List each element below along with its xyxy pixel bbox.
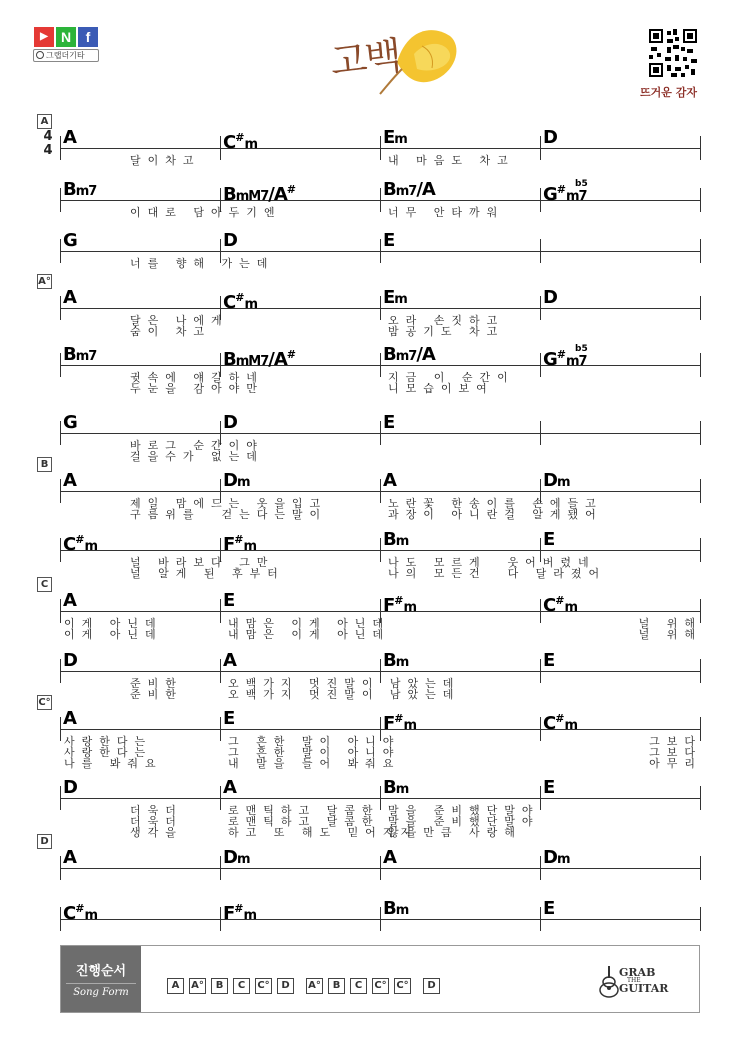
brand-line3: GUITAR (619, 982, 669, 995)
channel-logo[interactable] (33, 27, 99, 63)
chord-q: m (84, 908, 97, 923)
chord-acc: # (555, 594, 565, 607)
chord-root: E (543, 650, 555, 671)
chord-root: A (63, 847, 76, 868)
section-marker-label: C° (38, 697, 51, 708)
chord-symbol (223, 231, 237, 251)
chord-symbol (63, 778, 77, 798)
lyric-text: 더 욱 더 (130, 815, 176, 828)
chord-root: G (543, 184, 557, 205)
barline (540, 599, 541, 623)
chord-symbol (63, 899, 97, 926)
chord-root: C (543, 595, 556, 616)
chord-q: m7 (75, 184, 97, 199)
section-marker (37, 274, 52, 289)
lyric-text: 내 말 을 들 어 봐 줘 요 (228, 757, 394, 770)
chord-root: A (383, 847, 396, 868)
song-form-item: D (423, 978, 440, 994)
chord-symbol (383, 180, 435, 202)
barline (700, 421, 701, 445)
chord-q: m (236, 852, 250, 867)
chord-root: C (63, 534, 76, 555)
chord-symbol (63, 651, 77, 671)
lyric-text: 로 맨 틱 하 고 달 콤 한 (228, 804, 373, 817)
barline (220, 907, 221, 931)
barline (540, 239, 541, 263)
chord-root: G (63, 412, 77, 433)
chord-symbol (383, 471, 396, 491)
chord-symbol (223, 288, 257, 315)
section-marker-label: A° (38, 276, 51, 287)
chord-bass: A (273, 349, 287, 370)
lyric-text: 그 흔 한 말 이 아 니 야 (228, 735, 394, 748)
chord-bass-acc: # (286, 348, 296, 361)
lyric-text: 나 를 봐 줘 요 (64, 757, 156, 770)
chord-acc: # (394, 712, 404, 725)
chord-acc: # (556, 183, 566, 196)
chord-root: E (383, 287, 395, 308)
lyric-text: 널 바 라 보 다 그 만 (130, 556, 268, 569)
chord-symbol (223, 591, 234, 611)
lyric-text: 하 고 또 해 도 믿 어 지 지 (228, 826, 412, 839)
chord-symbol (383, 231, 394, 251)
chord-symbol (223, 345, 296, 372)
chord-q: m (564, 718, 577, 733)
lyric-text: 그 보 다 (649, 746, 695, 759)
chord-acc: # (75, 902, 85, 915)
chord-slash: / (416, 344, 422, 365)
chord-symbol (543, 471, 570, 493)
lyric-text: 준 비 한 (130, 677, 176, 690)
barline (700, 353, 701, 377)
chord-root: E (383, 230, 395, 251)
section-marker-label: C (40, 579, 49, 590)
barline (60, 136, 61, 160)
chord-q: m (243, 908, 257, 923)
chord-acc: # (235, 291, 245, 304)
chord-symbol (543, 345, 587, 372)
chord-root: A (63, 470, 76, 491)
chord-root: B (63, 344, 76, 365)
chord-symbol (383, 848, 396, 868)
section-marker-label: D (40, 836, 49, 847)
chord-symbol (383, 530, 408, 552)
lyric-text: 이 게 아 닌 데 (64, 628, 156, 641)
chord-acc: # (555, 712, 565, 725)
channel-search-text: 그랩더기타 (46, 51, 85, 60)
chord-q: m (395, 534, 409, 549)
chord-symbol (543, 899, 554, 919)
lyric-text: 지 금 이 순 간 이 (388, 371, 508, 384)
lyric-text: 너 를 향 해 가 는 데 (130, 257, 268, 270)
chord-acc: # (235, 131, 245, 144)
chord-q: m (403, 718, 417, 733)
chord-symbol (63, 345, 96, 367)
chord-root: D (543, 127, 557, 148)
barline (60, 856, 61, 880)
chord-q: m (556, 475, 570, 490)
chord-symbol (223, 413, 237, 433)
chord-root: C (223, 292, 236, 313)
song-form-item: A° (189, 978, 206, 994)
chord-root: E (543, 529, 555, 550)
chord-root: D (223, 230, 237, 251)
chord-q: m (395, 903, 409, 918)
facebook-icon[interactable]: f (78, 27, 98, 47)
chord-root: D (543, 287, 557, 308)
chord-root: D (543, 847, 557, 868)
chord-root: F (223, 534, 235, 555)
chord-root: A (63, 287, 76, 308)
lyric-text: 바 로 그 순 간 이 야 (130, 439, 257, 452)
chord-root: E (223, 590, 235, 611)
chord-symbol (543, 128, 557, 148)
chord-symbol (63, 591, 76, 611)
barline (700, 136, 701, 160)
chord-root: A (63, 590, 76, 611)
lyric-text: 밤 공 기 도 차 고 (388, 325, 498, 338)
song-form-label-korean: 진행순서 (75, 964, 127, 979)
chord-symbol (223, 899, 256, 926)
song-form-footer (60, 945, 700, 1013)
song-form-item: D (277, 978, 294, 994)
lyric-text: 이 게 아 닌 데 (64, 617, 156, 630)
chord-symbol (223, 128, 257, 155)
chord-root: E (543, 777, 555, 798)
barline (700, 786, 701, 810)
chord-root: D (543, 470, 557, 491)
chord-symbol (543, 709, 577, 736)
chord-symbol (383, 345, 435, 367)
chord-root: C (543, 713, 556, 734)
chord-root: D (223, 412, 237, 433)
song-form-item: A° (306, 978, 323, 994)
section-marker (37, 577, 52, 592)
chord-symbol (223, 471, 250, 493)
chord-q: m7 (395, 349, 417, 364)
chord-q: m (243, 539, 257, 554)
barline (60, 239, 61, 263)
chord-root: C (223, 132, 236, 153)
song-form-item: A (167, 978, 184, 994)
chord-symbol (223, 180, 296, 207)
song-form-item: C° (255, 978, 272, 994)
lyric-text: 더 욱 더 (130, 804, 176, 817)
barline (700, 717, 701, 741)
lyric-text: 널 위 해 (638, 628, 695, 641)
chord-q: m (244, 137, 257, 152)
lyric-text: 귓 속 에 얘 길 하 네 (130, 371, 257, 384)
chord-root: A (63, 708, 76, 729)
chord-symbol (543, 591, 577, 618)
chord-q: m7 (75, 349, 97, 364)
chord-root: B (383, 344, 396, 365)
chord-root: E (223, 708, 235, 729)
song-form-label-english: Song Form (66, 983, 136, 998)
artist-name: 뜨거운 감자 (640, 86, 697, 99)
chord-q: m (395, 782, 409, 797)
chord-q: m (236, 475, 250, 490)
chord-symbol (63, 231, 77, 251)
chord-symbol (63, 530, 97, 557)
chord-root: G (543, 349, 557, 370)
lyric-text: 널 위 해 (638, 617, 695, 630)
chord-root: E (543, 898, 555, 919)
section-marker (37, 834, 52, 849)
song-form-item: B (211, 978, 228, 994)
time-signature (42, 130, 54, 158)
chord-q: m (394, 132, 407, 147)
lyric-text: 과 장 이 아 니 란 걸 알 게 됐 어 (388, 508, 596, 521)
chord-slash: / (268, 184, 274, 205)
lyric-text: 사 랑 한 다 는 (64, 735, 146, 748)
chord-symbol (63, 848, 76, 868)
lyric-text: 내 마 음 도 차 고 (388, 154, 508, 167)
lyric-text: 준 비 한 (130, 688, 176, 701)
song-form-sequence (167, 973, 445, 989)
lyric-text: 내 맘 은 이 게 아 닌 데 (228, 617, 383, 630)
chord-root: F (383, 713, 395, 734)
barline (60, 353, 61, 377)
barline (60, 538, 61, 562)
chord-symbol (383, 651, 408, 673)
barline (700, 538, 701, 562)
chord-bass-acc: # (286, 183, 296, 196)
chord-symbol (223, 530, 256, 557)
chord-root: B (63, 179, 76, 200)
barline (380, 856, 381, 880)
song-form-item: C° (372, 978, 389, 994)
guitar-icon (597, 964, 621, 998)
barline (700, 479, 701, 503)
chord-bass: A (421, 344, 435, 365)
lyric-text: 사 랑 한 다 는 (64, 746, 146, 759)
barline (220, 856, 221, 880)
barline (60, 296, 61, 320)
chord-root: B (223, 184, 236, 205)
search-icon (36, 51, 44, 59)
song-form-item: B (328, 978, 345, 994)
lyric-text: 걸 을 수 가 없 는 데 (130, 450, 257, 463)
chord-root: B (383, 179, 396, 200)
barline (540, 907, 541, 931)
chord-symbol (63, 288, 76, 308)
barline (700, 856, 701, 880)
chord-root: B (383, 650, 396, 671)
lyric-text: 않 을 만 큼 사 랑 해 (388, 826, 515, 839)
chord-symbol (223, 651, 236, 671)
header (0, 0, 740, 110)
lyric-text: 아 무 리 (649, 757, 695, 770)
chord-bass: A (421, 179, 435, 200)
barline (380, 907, 381, 931)
chord-root: B (223, 349, 236, 370)
barline (540, 659, 541, 683)
chord-q: m (244, 297, 257, 312)
chord-slash: / (416, 179, 422, 200)
chord-q: m (394, 292, 407, 307)
chord-root: F (223, 903, 235, 924)
chord-root: D (223, 470, 237, 491)
barline (700, 907, 701, 931)
chord-root: D (223, 847, 237, 868)
chord-symbol (543, 530, 554, 550)
chord-q: m7 (566, 189, 587, 204)
chord-symbol (383, 128, 407, 150)
lyric-text: 달 이 차 고 (130, 154, 194, 167)
lyric-text: 오 백 가 지 멋 진 말 이 남 았 는 데 (228, 677, 454, 690)
chord-q: m (403, 600, 417, 615)
chord-root: B (383, 777, 396, 798)
chord-symbol (543, 651, 554, 671)
chord-root: C (63, 903, 76, 924)
lyric-text: 오 백 가 지 멋 진 말 이 남 았 는 데 (228, 688, 454, 701)
chord-symbol (543, 778, 554, 798)
brand-line2: THE (627, 977, 641, 984)
chord-symbol (63, 709, 76, 729)
chord-root: A (383, 470, 396, 491)
chord-root: D (63, 777, 77, 798)
chord-root: A (223, 777, 236, 798)
chord-root: D (63, 650, 77, 671)
barline (700, 599, 701, 623)
song-form-item: C° (394, 978, 411, 994)
song-title: 고백 (328, 33, 402, 85)
chord-q: m7 (566, 354, 587, 369)
chord-q: m (84, 539, 97, 554)
chord-symbol (223, 848, 250, 870)
lyric-text: 니 모 습 이 보 여 (388, 382, 487, 395)
chord-ext: b5 (575, 179, 588, 189)
brand-line1: GRAB (619, 966, 656, 979)
chord-symbol (383, 778, 408, 800)
lyric-text: 노 란 꽃 한 송 이 를 손 에 들 고 (388, 497, 596, 510)
barline (60, 717, 61, 741)
chord-root: A (63, 127, 76, 148)
lyric-text: 내 맘 은 이 게 아 닌 데 (228, 628, 383, 641)
song-form-item: C (233, 978, 250, 994)
barline (60, 599, 61, 623)
lyric-text: 그 보 다 (649, 735, 695, 748)
qr-code-icon[interactable] (647, 27, 699, 79)
lyric-text: 제 일 맘 에 드 는 옷 을 입 고 (130, 497, 321, 510)
lyric-text: 숨 이 차 고 (130, 325, 204, 338)
barline (540, 856, 541, 880)
chord-q: mM7 (235, 354, 269, 369)
section-marker (37, 114, 52, 129)
barline (700, 239, 701, 263)
chord-root: B (383, 898, 396, 919)
chord-acc: # (234, 533, 244, 546)
chord-symbol (383, 288, 407, 310)
barline (60, 479, 61, 503)
chord-q: m7 (395, 184, 417, 199)
barline (700, 188, 701, 212)
barline (700, 296, 701, 320)
chord-q: m (395, 655, 409, 670)
chord-acc: # (234, 902, 244, 915)
lyric-text: 로 맨 틱 하 고 달 콤 한 (228, 815, 373, 828)
section-marker (37, 457, 52, 472)
barline (700, 659, 701, 683)
lyric-text: 이 대 로 담 아 두 기 엔 (130, 206, 275, 219)
barline (60, 659, 61, 683)
youtube-icon[interactable]: ▶ (34, 27, 54, 47)
chord-symbol (383, 413, 394, 433)
channel-search-box[interactable] (33, 49, 99, 62)
chord-acc: # (394, 594, 404, 607)
chord-root: E (383, 127, 395, 148)
lyric-text: 널 알 게 된 후 부 터 (130, 567, 278, 580)
time-signature-bottom: 4 (43, 143, 53, 158)
chord-symbol (63, 471, 76, 491)
chord-root: A (223, 650, 236, 671)
barline (60, 786, 61, 810)
chord-symbol (543, 288, 557, 308)
chord-symbol (63, 180, 96, 202)
chord-symbol (543, 180, 587, 207)
chord-acc: # (556, 348, 566, 361)
chord-symbol (63, 413, 77, 433)
chord-symbol (383, 709, 416, 736)
chord-q: m (556, 852, 570, 867)
chord-q: mM7 (235, 189, 269, 204)
song-form-label (61, 946, 141, 1012)
lyric-text: 구 름 위 를 걷 는 다 는 말 이 (130, 508, 321, 521)
chord-q: m (564, 600, 577, 615)
section-marker (37, 695, 52, 710)
lyric-text: 달 은 나 에 게 (130, 314, 222, 327)
chord-symbol (383, 899, 408, 921)
brand-logo (597, 960, 667, 1000)
barline (60, 907, 61, 931)
chord-bass: A (273, 184, 287, 205)
chord-slash: / (268, 349, 274, 370)
time-signature-top: 4 (43, 129, 53, 144)
song-form-item: C (350, 978, 367, 994)
chord-root: E (383, 412, 395, 433)
barline (540, 421, 541, 445)
lyric-text: 생 각 을 (130, 826, 176, 839)
chord-root: B (383, 529, 396, 550)
chord-symbol (223, 778, 236, 798)
chord-symbol (63, 128, 76, 148)
chord-root: F (383, 595, 395, 616)
lyric-text: 두 눈 을 감 아 야 만 (130, 382, 257, 395)
lyric-text: 그 흔 한 말 이 아 니 야 (228, 746, 394, 759)
lyric-text: 말 을 준 비 했 단 말 야 (388, 815, 533, 828)
chord-symbol (543, 848, 570, 870)
chord-symbol (383, 591, 416, 618)
barline (540, 717, 541, 741)
barline (60, 421, 61, 445)
lyric-text: 너 무 안 타 까 워 (388, 206, 498, 219)
lyric-text: 말 을 준 비 했 단 말 야 (388, 804, 533, 817)
chord-root: G (63, 230, 77, 251)
barline (60, 188, 61, 212)
lyric-text: 나 도 모 르 게 웃 어 버 렸 네 (388, 556, 589, 569)
chord-ext: b5 (575, 344, 588, 354)
chord-symbol (223, 709, 234, 729)
section-marker-label: A (40, 116, 49, 127)
chord-acc: # (75, 533, 85, 546)
lyric-text: 나 의 모 든 건 다 달 라 졌 어 (388, 567, 600, 580)
naver-icon[interactable]: N (56, 27, 76, 47)
section-marker-label: B (40, 459, 49, 470)
lyric-text: 오 라 손 짓 하 고 (388, 314, 498, 327)
